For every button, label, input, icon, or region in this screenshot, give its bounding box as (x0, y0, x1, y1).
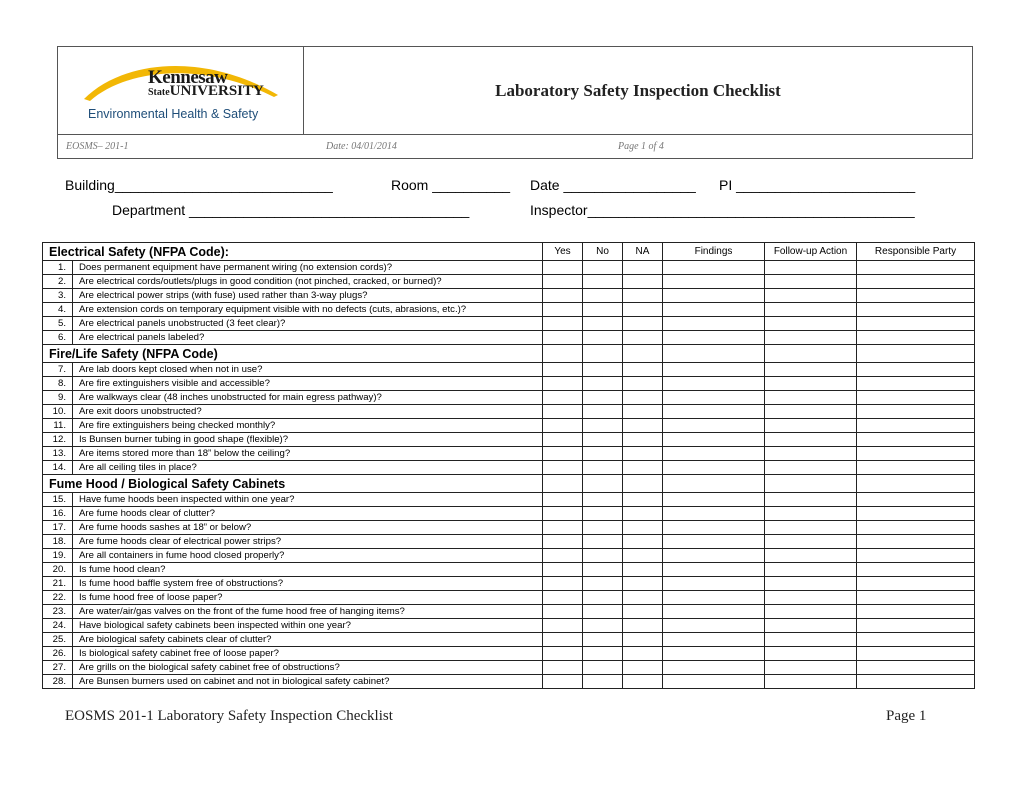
logo-line2 (148, 83, 264, 100)
findings-cell[interactable] (663, 405, 765, 419)
item-number: 20. (43, 563, 73, 577)
responsible-party-cell[interactable] (857, 391, 975, 405)
na-cell[interactable] (623, 493, 663, 507)
section-title: Fume Hood / Biological Safety Cabinets (43, 475, 543, 493)
yes-cell[interactable] (543, 317, 583, 331)
table-row (43, 331, 975, 345)
yes-cell[interactable] (543, 405, 583, 419)
findings-cell[interactable] (663, 633, 765, 647)
item-question: Are lab doors kept closed when not in use? (73, 363, 543, 377)
item-number: 17. (43, 521, 73, 535)
table-row (43, 521, 975, 535)
follow-up-cell[interactable] (765, 377, 857, 391)
no-cell[interactable] (583, 521, 623, 535)
na-cell[interactable] (623, 661, 663, 675)
findings-cell[interactable] (663, 419, 765, 433)
section-header-cell (765, 345, 857, 363)
responsible-party-cell[interactable] (857, 577, 975, 591)
column-header: Yes (543, 243, 583, 261)
yes-cell[interactable] (543, 261, 583, 275)
section-header-cell (583, 345, 623, 363)
responsible-party-cell[interactable] (857, 605, 975, 619)
doc-page: Page 1 of 4 (618, 141, 664, 152)
follow-up-cell[interactable] (765, 521, 857, 535)
follow-up-cell[interactable] (765, 275, 857, 289)
footer-title: EOSMS 201-1 Laboratory Safety Inspection Checklist (65, 708, 393, 724)
no-cell[interactable] (583, 577, 623, 591)
item-question: Are water/air/gas valves on the front of the fume hood free of hanging items? (73, 605, 543, 619)
follow-up-cell[interactable] (765, 493, 857, 507)
meta-row (58, 134, 972, 160)
na-cell[interactable] (623, 275, 663, 289)
na-cell[interactable] (623, 647, 663, 661)
na-cell[interactable] (623, 419, 663, 433)
responsible-party-cell[interactable] (857, 289, 975, 303)
responsible-party-cell[interactable] (857, 647, 975, 661)
no-cell[interactable] (583, 261, 623, 275)
item-number: 19. (43, 549, 73, 563)
no-cell[interactable] (583, 433, 623, 447)
follow-up-cell[interactable] (765, 661, 857, 675)
follow-up-cell[interactable] (765, 619, 857, 633)
yes-cell[interactable] (543, 275, 583, 289)
item-number: 26. (43, 647, 73, 661)
responsible-party-cell[interactable] (857, 461, 975, 475)
item-number: 21. (43, 577, 73, 591)
section-header-row (43, 475, 975, 493)
item-number: 1. (43, 261, 73, 275)
na-cell[interactable] (623, 289, 663, 303)
table-row (43, 535, 975, 549)
findings-cell[interactable] (663, 377, 765, 391)
doc-date: Date: 04/01/2014 (326, 141, 397, 152)
item-question: Are Bunsen burners used on cabinet and not in biological safety cabinet? (73, 675, 543, 689)
findings-cell[interactable] (663, 507, 765, 521)
no-cell[interactable] (583, 447, 623, 461)
responsible-party-cell[interactable] (857, 331, 975, 345)
yes-cell[interactable] (543, 461, 583, 475)
findings-cell[interactable] (663, 521, 765, 535)
section-header-row (43, 243, 975, 261)
table-row (43, 261, 975, 275)
item-number: 28. (43, 675, 73, 689)
findings-cell[interactable] (663, 549, 765, 563)
column-header: Findings (663, 243, 765, 261)
item-question: Are items stored more than 18” below the ceiling? (73, 447, 543, 461)
no-cell[interactable] (583, 303, 623, 317)
section-header-cell (663, 475, 765, 493)
responsible-party-cell[interactable] (857, 447, 975, 461)
item-number: 12. (43, 433, 73, 447)
responsible-party-cell[interactable] (857, 507, 975, 521)
na-cell[interactable] (623, 633, 663, 647)
yes-cell[interactable] (543, 391, 583, 405)
no-cell[interactable] (583, 675, 623, 689)
yes-cell[interactable] (543, 521, 583, 535)
ksu-logo (82, 55, 282, 130)
findings-cell[interactable] (663, 363, 765, 377)
table-row (43, 605, 975, 619)
no-cell[interactable] (583, 647, 623, 661)
na-cell[interactable] (623, 591, 663, 605)
responsible-party-cell[interactable] (857, 405, 975, 419)
follow-up-cell[interactable] (765, 289, 857, 303)
item-number: 16. (43, 507, 73, 521)
table-row (43, 303, 975, 317)
table-row (43, 591, 975, 605)
footer-page: Page 1 (886, 708, 927, 724)
item-number: 24. (43, 619, 73, 633)
findings-cell[interactable] (663, 675, 765, 689)
item-number: 9. (43, 391, 73, 405)
logo-line2-main: UNIVERSITY (169, 83, 264, 99)
no-cell[interactable] (583, 275, 623, 289)
na-cell[interactable] (623, 433, 663, 447)
logo-line2-prefix: State (148, 87, 170, 98)
yes-cell[interactable] (543, 563, 583, 577)
document-header (57, 46, 973, 159)
section-header-cell (623, 345, 663, 363)
responsible-party-cell[interactable] (857, 633, 975, 647)
item-question: Are electrical cords/outlets/plugs in good condition (not pinched, cracked, or burned)? (73, 275, 543, 289)
item-question: Are electrical power strips (with fuse) used rather than 3-way plugs? (73, 289, 543, 303)
item-question: Are fume hoods clear of clutter? (73, 507, 543, 521)
no-cell[interactable] (583, 391, 623, 405)
no-cell[interactable] (583, 405, 623, 419)
na-cell[interactable] (623, 391, 663, 405)
findings-cell[interactable] (663, 563, 765, 577)
table-row (43, 419, 975, 433)
item-question: Are grills on the biological safety cabinet free of obstructions? (73, 661, 543, 675)
item-question: Are extension cords on temporary equipment visible with no defects (cuts, abrasions, etc.)? (73, 303, 543, 317)
item-question: Is biological safety cabinet free of loose paper? (73, 647, 543, 661)
follow-up-cell[interactable] (765, 633, 857, 647)
follow-up-cell[interactable] (765, 577, 857, 591)
column-header: Follow-up Action (765, 243, 857, 261)
yes-cell[interactable] (543, 331, 583, 345)
checklist-table (42, 242, 975, 689)
table-row (43, 549, 975, 563)
doc-id: EOSMS– 201-1 (66, 141, 129, 152)
findings-cell[interactable] (663, 605, 765, 619)
yes-cell[interactable] (543, 577, 583, 591)
item-question: Are fume hoods sashes at 18” or below? (73, 521, 543, 535)
item-question: Are walkways clear (48 inches unobstructed for main egress pathway)? (73, 391, 543, 405)
logo-line1: Kennesaw (148, 67, 228, 88)
table-row (43, 619, 975, 633)
yes-cell[interactable] (543, 591, 583, 605)
findings-cell[interactable] (663, 331, 765, 345)
building-field[interactable]: Building____________________________ (65, 177, 333, 193)
item-question: Are fire extinguishers being checked monthly? (73, 419, 543, 433)
table-row (43, 493, 975, 507)
item-question: Are all containers in fume hood closed properly? (73, 549, 543, 563)
item-question: Have biological safety cabinets been inspected within one year? (73, 619, 543, 633)
section-header-cell (663, 345, 765, 363)
item-question: Have fume hoods been inspected within one year? (73, 493, 543, 507)
item-number: 14. (43, 461, 73, 475)
item-number: 2. (43, 275, 73, 289)
follow-up-cell[interactable] (765, 461, 857, 475)
findings-cell[interactable] (663, 447, 765, 461)
follow-up-cell[interactable] (765, 563, 857, 577)
table-row (43, 289, 975, 303)
no-cell[interactable] (583, 289, 623, 303)
follow-up-cell[interactable] (765, 261, 857, 275)
section-header-cell (857, 345, 975, 363)
yes-cell[interactable] (543, 447, 583, 461)
title-cell (304, 47, 972, 134)
no-cell[interactable] (583, 661, 623, 675)
responsible-party-cell[interactable] (857, 377, 975, 391)
inspector-field[interactable]: Inspector__________________________________________ (530, 202, 915, 218)
no-cell[interactable] (583, 507, 623, 521)
item-number: 10. (43, 405, 73, 419)
follow-up-cell[interactable] (765, 447, 857, 461)
date-field[interactable]: Date _________________ (530, 177, 696, 193)
responsible-party-cell[interactable] (857, 419, 975, 433)
na-cell[interactable] (623, 521, 663, 535)
no-cell[interactable] (583, 619, 623, 633)
yes-cell[interactable] (543, 619, 583, 633)
table-row (43, 405, 975, 419)
section-header-cell (543, 475, 583, 493)
findings-cell[interactable] (663, 577, 765, 591)
table-row (43, 661, 975, 675)
follow-up-cell[interactable] (765, 535, 857, 549)
responsible-party-cell[interactable] (857, 619, 975, 633)
follow-up-cell[interactable] (765, 331, 857, 345)
yes-cell[interactable] (543, 535, 583, 549)
yes-cell[interactable] (543, 633, 583, 647)
responsible-party-cell[interactable] (857, 363, 975, 377)
follow-up-cell[interactable] (765, 591, 857, 605)
no-cell[interactable] (583, 633, 623, 647)
findings-cell[interactable] (663, 317, 765, 331)
na-cell[interactable] (623, 447, 663, 461)
department-field[interactable]: Department ____________________________________ (112, 202, 470, 218)
yes-cell[interactable] (543, 433, 583, 447)
yes-cell[interactable] (543, 661, 583, 675)
item-number: 11. (43, 419, 73, 433)
table-row (43, 275, 975, 289)
findings-cell[interactable] (663, 493, 765, 507)
table-row (43, 317, 975, 331)
no-cell[interactable] (583, 377, 623, 391)
item-question: Are electrical panels unobstructed (3 feet clear)? (73, 317, 543, 331)
follow-up-cell[interactable] (765, 419, 857, 433)
no-cell[interactable] (583, 563, 623, 577)
item-number: 6. (43, 331, 73, 345)
table-row (43, 433, 975, 447)
follow-up-cell[interactable] (765, 405, 857, 419)
findings-cell[interactable] (663, 303, 765, 317)
follow-up-cell[interactable] (765, 303, 857, 317)
table-row (43, 391, 975, 405)
no-cell[interactable] (583, 535, 623, 549)
no-cell[interactable] (583, 331, 623, 345)
follow-up-cell[interactable] (765, 605, 857, 619)
item-number: 23. (43, 605, 73, 619)
item-question: Are electrical panels labeled? (73, 331, 543, 345)
no-cell[interactable] (583, 549, 623, 563)
room-field[interactable]: Room __________ (391, 177, 511, 193)
yes-cell[interactable] (543, 377, 583, 391)
table-row (43, 461, 975, 475)
na-cell[interactable] (623, 549, 663, 563)
na-cell[interactable] (623, 535, 663, 549)
no-cell[interactable] (583, 317, 623, 331)
item-number: 4. (43, 303, 73, 317)
page-title: Laboratory Safety Inspection Checklist (495, 80, 781, 100)
item-number: 13. (43, 447, 73, 461)
yes-cell[interactable] (543, 363, 583, 377)
table-row (43, 647, 975, 661)
no-cell[interactable] (583, 493, 623, 507)
follow-up-cell[interactable] (765, 363, 857, 377)
item-number: 15. (43, 493, 73, 507)
section-header-cell (583, 475, 623, 493)
na-cell[interactable] (623, 317, 663, 331)
responsible-party-cell[interactable] (857, 549, 975, 563)
responsible-party-cell[interactable] (857, 261, 975, 275)
table-row (43, 675, 975, 689)
table-row (43, 363, 975, 377)
table-row (43, 377, 975, 391)
item-number: 18. (43, 535, 73, 549)
item-question: Are fire extinguishers visible and accessible? (73, 377, 543, 391)
findings-cell[interactable] (663, 619, 765, 633)
responsible-party-cell[interactable] (857, 661, 975, 675)
follow-up-cell[interactable] (765, 549, 857, 563)
table-row (43, 507, 975, 521)
responsible-party-cell[interactable] (857, 563, 975, 577)
section-header-row (43, 345, 975, 363)
na-cell[interactable] (623, 675, 663, 689)
item-question: Is fume hood free of loose paper? (73, 591, 543, 605)
item-question: Is Bunsen burner tubing in good shape (flexible)? (73, 433, 543, 447)
item-question: Is fume hood clean? (73, 563, 543, 577)
yes-cell[interactable] (543, 507, 583, 521)
item-number: 3. (43, 289, 73, 303)
item-question: Is fume hood baffle system free of obstructions? (73, 577, 543, 591)
na-cell[interactable] (623, 461, 663, 475)
yes-cell[interactable] (543, 605, 583, 619)
column-header: No (583, 243, 623, 261)
no-cell[interactable] (583, 591, 623, 605)
item-number: 22. (43, 591, 73, 605)
logo-cell (58, 47, 304, 134)
table-row (43, 447, 975, 461)
column-header: Responsible Party (857, 243, 975, 261)
no-cell[interactable] (583, 363, 623, 377)
findings-cell[interactable] (663, 261, 765, 275)
logo-subtitle: Environmental Health & Safety (88, 107, 259, 121)
yes-cell[interactable] (543, 303, 583, 317)
item-question: Are all ceiling tiles in place? (73, 461, 543, 475)
follow-up-cell[interactable] (765, 317, 857, 331)
no-cell[interactable] (583, 461, 623, 475)
item-number: 5. (43, 317, 73, 331)
responsible-party-cell[interactable] (857, 275, 975, 289)
follow-up-cell[interactable] (765, 647, 857, 661)
item-question: Does permanent equipment have permanent wiring (no extension cords)? (73, 261, 543, 275)
no-cell[interactable] (583, 605, 623, 619)
na-cell[interactable] (623, 405, 663, 419)
findings-cell[interactable] (663, 535, 765, 549)
yes-cell[interactable] (543, 419, 583, 433)
responsible-party-cell[interactable] (857, 317, 975, 331)
responsible-party-cell[interactable] (857, 535, 975, 549)
section-header-cell (623, 475, 663, 493)
section-title: Fire/Life Safety (NFPA Code) (43, 345, 543, 363)
table-row (43, 563, 975, 577)
findings-cell[interactable] (663, 275, 765, 289)
item-number: 27. (43, 661, 73, 675)
section-header-cell (857, 475, 975, 493)
table-row (43, 633, 975, 647)
section-title: Electrical Safety (NFPA Code): (43, 243, 543, 261)
na-cell[interactable] (623, 331, 663, 345)
section-header-cell (765, 475, 857, 493)
na-cell[interactable] (623, 605, 663, 619)
follow-up-cell[interactable] (765, 675, 857, 689)
findings-cell[interactable] (663, 433, 765, 447)
findings-cell[interactable] (663, 591, 765, 605)
item-number: 7. (43, 363, 73, 377)
no-cell[interactable] (583, 419, 623, 433)
table-row (43, 577, 975, 591)
findings-cell[interactable] (663, 289, 765, 303)
item-question: Are fume hoods clear of electrical power strips? (73, 535, 543, 549)
yes-cell[interactable] (543, 647, 583, 661)
item-number: 8. (43, 377, 73, 391)
responsible-party-cell[interactable] (857, 493, 975, 507)
follow-up-cell[interactable] (765, 507, 857, 521)
na-cell[interactable] (623, 261, 663, 275)
responsible-party-cell[interactable] (857, 433, 975, 447)
responsible-party-cell[interactable] (857, 675, 975, 689)
na-cell[interactable] (623, 363, 663, 377)
yes-cell[interactable] (543, 493, 583, 507)
responsible-party-cell[interactable] (857, 303, 975, 317)
na-cell[interactable] (623, 619, 663, 633)
na-cell[interactable] (623, 577, 663, 591)
follow-up-cell[interactable] (765, 391, 857, 405)
item-question: Are biological safety cabinets clear of clutter? (73, 633, 543, 647)
na-cell[interactable] (623, 377, 663, 391)
findings-cell[interactable] (663, 661, 765, 675)
findings-cell[interactable] (663, 647, 765, 661)
responsible-party-cell[interactable] (857, 591, 975, 605)
findings-cell[interactable] (663, 391, 765, 405)
responsible-party-cell[interactable] (857, 521, 975, 535)
item-number: 25. (43, 633, 73, 647)
pi-field[interactable]: PI _______________________ (719, 177, 916, 193)
na-cell[interactable] (623, 563, 663, 577)
follow-up-cell[interactable] (765, 433, 857, 447)
yes-cell[interactable] (543, 675, 583, 689)
column-header: NA (623, 243, 663, 261)
yes-cell[interactable] (543, 549, 583, 563)
na-cell[interactable] (623, 303, 663, 317)
item-question: Are exit doors unobstructed? (73, 405, 543, 419)
yes-cell[interactable] (543, 289, 583, 303)
findings-cell[interactable] (663, 461, 765, 475)
na-cell[interactable] (623, 507, 663, 521)
section-header-cell (543, 345, 583, 363)
